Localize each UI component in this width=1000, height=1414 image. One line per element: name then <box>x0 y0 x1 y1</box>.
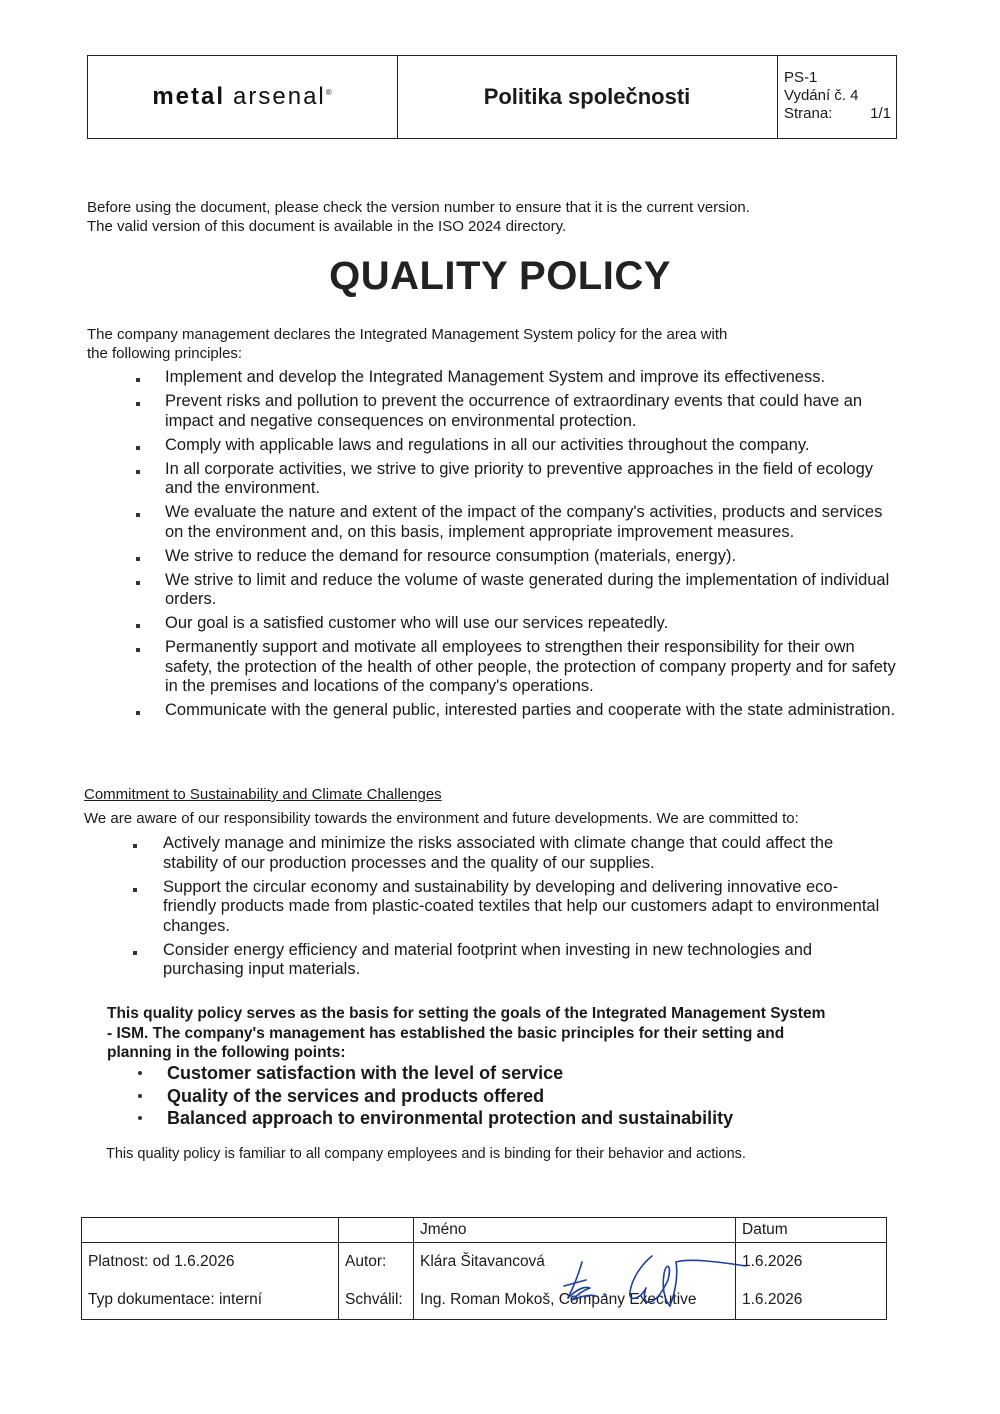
author-name: Klára Šitavancová <box>414 1243 736 1282</box>
list-item: Permanently support and motivate all employees to strengthen their responsibility for their own safety, the protection of the health of other people, the protection of company property and for safety in the premises and locations of the company's operations. <box>165 638 900 697</box>
validity-cell: Platnost: od 1.6.2026 <box>82 1243 339 1282</box>
list-item: Actively manage and minimize the risks associated with climate change that could affect the stability of our production processes and the quality of our supplies. <box>163 834 883 873</box>
column-header-date: Datum <box>736 1218 887 1243</box>
page-value: 1/1 <box>870 105 891 122</box>
version-note-line-2: The valid version of this document is available in the ISO 2024 directory. <box>87 218 567 235</box>
approver-name: Ing. Roman Mokoš, Company Executive <box>414 1281 736 1320</box>
author-date: 1.6.2026 <box>736 1243 887 1282</box>
list-item: We strive to limit and reduce the volume of waste generated during the implementation of individual orders. <box>165 571 900 610</box>
doc-edition: Vydání č. 4 <box>784 87 859 104</box>
principles-list <box>165 368 900 725</box>
closing-statement: This quality policy is familiar to all company employees and is binding for their behavior and actions. <box>106 1146 746 1162</box>
list-item: Consider energy efficiency and material footprint when investing in new technologies and purchasing input materials. <box>163 941 883 980</box>
table-cell <box>339 1218 414 1243</box>
table-row <box>82 1281 887 1320</box>
logo-bold-text: metal <box>152 83 226 110</box>
list-item: Support the circular economy and sustainability by developing and delivering innovative eco-friendly products made from plastic-coated textiles that help our customers adapt to environmental changes. <box>163 878 883 937</box>
document-header <box>87 55 897 139</box>
logo-cell <box>88 56 398 138</box>
version-note-line-1: Before using the document, please check the version number to ensure that it is the current version. <box>87 199 750 216</box>
list-item: Customer satisfaction with the level of service <box>167 1062 733 1085</box>
approver-label: Schválil: <box>339 1281 414 1320</box>
list-item: Comply with applicable laws and regulations in all our activities throughout the company. <box>165 436 900 456</box>
header-doc-info <box>777 56 897 138</box>
list-item: In all corporate activities, we strive to give priority to preventive approaches in the field of ecology and the environment. <box>165 460 900 499</box>
list-item: Quality of the services and products offered <box>167 1085 733 1108</box>
version-note <box>87 198 750 236</box>
approval-table <box>81 1217 887 1320</box>
list-item: Our goal is a satisfied customer who will use our services repeatedly. <box>165 614 900 634</box>
logo-light-text: arsenal <box>233 83 326 110</box>
list-item: Balanced approach to environmental protection and sustainability <box>167 1108 734 1128</box>
intro-line-2: the following principles: <box>87 345 243 362</box>
intro-paragraph <box>87 325 827 363</box>
doc-page <box>784 105 891 123</box>
header-title: Politika společnosti <box>397 56 778 138</box>
sustainability-list <box>163 834 883 984</box>
doc-type-cell: Typ dokumentace: interní <box>82 1281 339 1320</box>
goals-paragraph: This quality policy serves as the basis for setting the goals of the Integrated Management System - ISM. The company's management has established the basic principles for their setting and planning in the following points: <box>107 1005 826 1061</box>
author-label: Autor: <box>339 1243 414 1282</box>
company-logo <box>152 83 332 111</box>
list-item: We strive to reduce the demand for resource consumption (materials, energy). <box>165 547 900 567</box>
sustainability-heading: Commitment to Sustainability and Climate Challenges <box>84 786 442 803</box>
page-label: Strana: <box>784 105 833 122</box>
list-item: Communicate with the general public, interested parties and cooperate with the state administration. <box>165 701 900 721</box>
sustainability-lead: We are aware of our responsibility towards the environment and future developments. We are committed to: <box>84 810 799 827</box>
list-item: Prevent risks and pollution to prevent the occurrence of extraordinary events that could have an impact and negative consequences on environmental protection. <box>165 392 900 431</box>
goals-list <box>167 1062 733 1130</box>
page-title: QUALITY POLICY <box>329 254 671 298</box>
table-cell <box>82 1218 339 1243</box>
list-item: Implement and develop the Integrated Management System and improve its effectiveness. <box>165 368 900 388</box>
signature-image <box>560 1250 760 1316</box>
approver-date: 1.6.2026 <box>736 1281 887 1320</box>
list-item: We evaluate the nature and extent of the impact of the company's activities, products and services on the environment and, on this basis, implement appropriate improvement measures. <box>165 503 900 542</box>
logo-registered-mark: ® <box>325 88 333 97</box>
table-row <box>82 1243 887 1282</box>
column-header-name: Jméno <box>414 1218 736 1243</box>
intro-line-1: The company management declares the Integrated Management System policy for the area with <box>87 326 728 343</box>
doc-code: PS-1 <box>784 69 818 86</box>
